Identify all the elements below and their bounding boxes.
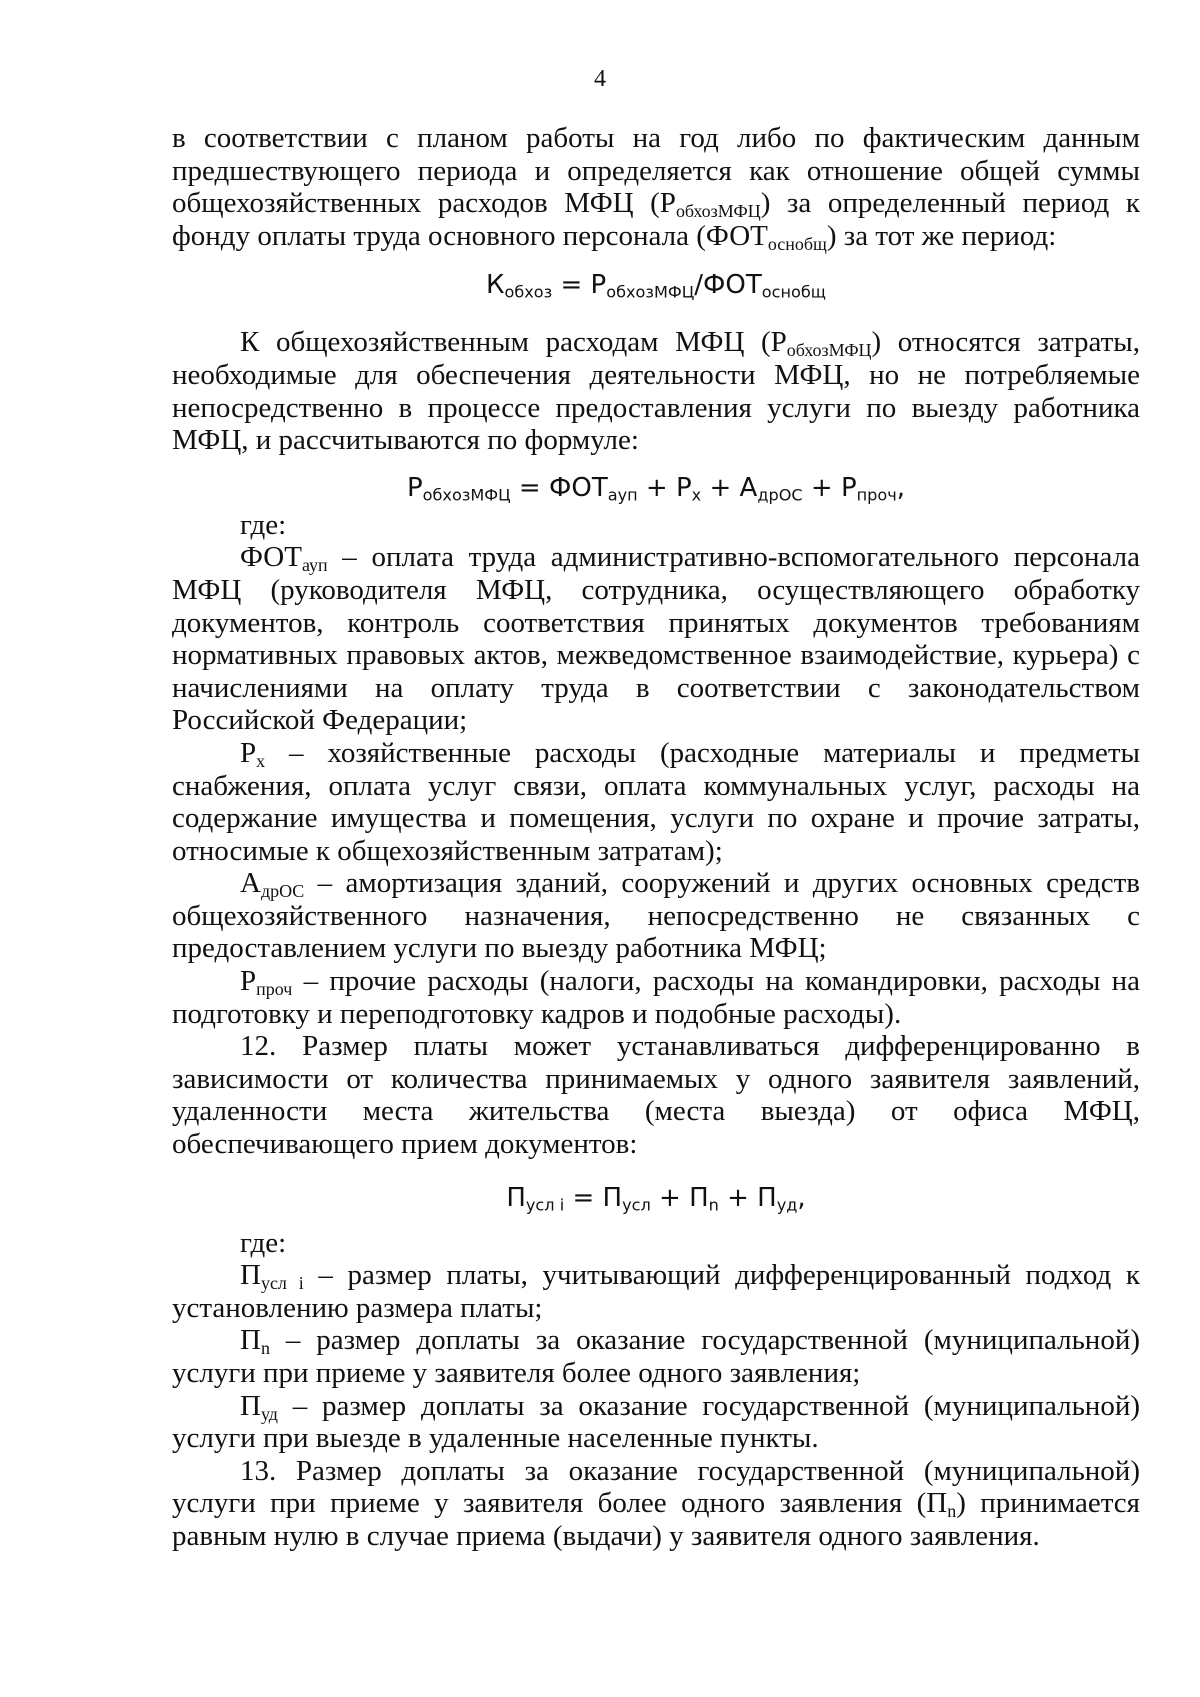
- formula-part: = ФОТ: [510, 472, 608, 503]
- text: Р: [240, 736, 257, 769]
- definition-p-n: [172, 1324, 1140, 1389]
- formula-subscript: обхозМФЦ: [422, 485, 511, 505]
- text: ) принимается равным нулю в случае приема (выдачи) у заявителя одного заявления.: [172, 1487, 1140, 1552]
- paragraph-obhoz-expenses: [172, 326, 1140, 456]
- subscript: обхозМФЦ: [675, 201, 761, 222]
- text: – размер платы, учитывающий дифференцированный подход к установлению размера платы;: [172, 1259, 1140, 1324]
- text: ) за тот же период:: [826, 219, 1057, 252]
- definition-a-dros: [172, 867, 1140, 965]
- text: 13. Размер доплаты за оказание государственной (муниципальной) услуги при приеме у заявителя более одного заявления (П: [172, 1454, 1140, 1520]
- text: ) за определенный период к фонду оплаты труда основного персонала (ФОТ: [172, 187, 1140, 252]
- text: в соответствии с планом работы на год либо по фактическим данным предшествующего периода и определяется как отношение общей суммы общехозяйственных расходов МФЦ (Р: [172, 122, 1140, 220]
- where-label: где:: [240, 508, 287, 541]
- formula-subscript: усл i: [525, 1195, 565, 1215]
- formula-part: + П: [718, 1182, 777, 1213]
- formula-part: К: [486, 270, 505, 301]
- formula-subscript: уд: [776, 1195, 798, 1215]
- formula-subscript: х: [691, 485, 702, 505]
- subscript: уд: [260, 1403, 278, 1424]
- formula-part: ,: [797, 1182, 806, 1213]
- document-body: [172, 122, 1140, 1553]
- formula-subscript: обхозМФЦ: [606, 282, 695, 302]
- subscript: проч: [256, 979, 293, 1000]
- formula-r-obhoz: [172, 471, 1140, 505]
- text: П: [240, 1324, 261, 1357]
- definition-p-usl-i: [172, 1259, 1140, 1324]
- text: Р: [240, 965, 257, 998]
- formula-part: + А: [701, 472, 758, 503]
- definition-r-proch: [172, 965, 1140, 1030]
- page-number: 4: [594, 66, 606, 92]
- paragraph-intro: [172, 122, 1140, 252]
- formula-subscript: дрОС: [757, 485, 803, 505]
- formula-part: + Р: [802, 472, 857, 503]
- definition-r-x: [172, 737, 1140, 867]
- formula-p-usl-i: [172, 1181, 1140, 1215]
- subscript: n: [947, 1501, 957, 1522]
- paragraph-12: 12. Размер платы может устанавливаться дифференцированно в зависимости от количества принимаемых у одного заявителя заявлений, удаленности места жительства (места выезда) от офиса МФЦ, обеспечивающего прием документов:: [172, 1030, 1140, 1161]
- formula-subscript: обхоз: [504, 282, 553, 302]
- subscript: усл i: [260, 1273, 304, 1294]
- formula-subscript: n: [708, 1195, 719, 1215]
- formula-subscript: усл: [622, 1195, 651, 1215]
- text: П: [240, 1389, 261, 1422]
- where-label: где:: [240, 1226, 287, 1259]
- subscript: дрОС: [260, 881, 305, 902]
- text: – амортизация зданий, сооружений и других основных средств общехозяйственного назначения, непосредственно не связанных с предоставлением услуги по выезду работника МФЦ;: [172, 867, 1140, 965]
- text: ) относятся затраты, необходимые для обеспечения деятельности МФЦ, но не потребляемые непосредственно в процессе предоставления услуги по выезду работника МФЦ, и рассчитываются по формуле:: [172, 326, 1140, 457]
- subscript: n: [260, 1338, 270, 1359]
- formula-k-obhoz: [172, 268, 1140, 302]
- formula-part: = Р: [552, 270, 607, 301]
- formula-part: + П: [650, 1182, 709, 1213]
- text: – прочие расходы (налоги, расходы на командировки, расходы на подготовку и переподготовку кадров и подобные расходы).: [172, 965, 1140, 1030]
- subscript: обхозМФЦ: [786, 340, 872, 361]
- formula-subscript: проч: [856, 485, 897, 505]
- subscript: ауп: [301, 555, 328, 576]
- subscript: х: [256, 750, 266, 771]
- formula-part: Р: [406, 472, 423, 503]
- formula-part: + Р: [637, 472, 692, 503]
- definition-p-ud: [172, 1390, 1140, 1455]
- formula-part: П: [506, 1182, 526, 1213]
- text: – оплата труда административно-вспомогательного персонала МФЦ (руководителя МФЦ, сотрудника, осуществляющего обработку документов, контроль соответствия принятых документов требованиям нормативных правовых актов, межведомственное взаимодействие, курьера) с начислениями на оплату труда в соответствии с законодательством Российской Федерации;: [172, 541, 1140, 737]
- text: – хозяйственные расходы (расходные материалы и предметы снабжения, оплата услуг связи, оплата коммунальных услуг, расходы на содержание имущества и помещения, услуги по охране и прочие затраты, относимые к общехозяйственным затратам);: [172, 736, 1140, 867]
- text: П: [240, 1259, 261, 1292]
- formula-part: ,: [896, 472, 906, 503]
- text: ФОТ: [240, 541, 302, 574]
- formula-subscript: ауп: [607, 485, 638, 505]
- formula-part: = П: [564, 1182, 623, 1213]
- paragraph-13: [172, 1455, 1140, 1553]
- text: К общехозяйственным расходам МФЦ (Р: [240, 326, 787, 359]
- formula-subscript: оснобщ: [761, 282, 826, 302]
- text: – размер доплаты за оказание государственной (муниципальной) услуги при выезде в удаленные населенные пункты.: [172, 1389, 1140, 1455]
- formula-part: /ФОТ: [694, 270, 762, 301]
- text: А: [240, 867, 261, 900]
- text: – размер доплаты за оказание государственной (муниципальной) услуги при приеме у заявителя более одного заявления;: [172, 1324, 1140, 1389]
- subscript: оснобщ: [767, 233, 827, 254]
- definition-fot-aup: [172, 541, 1140, 737]
